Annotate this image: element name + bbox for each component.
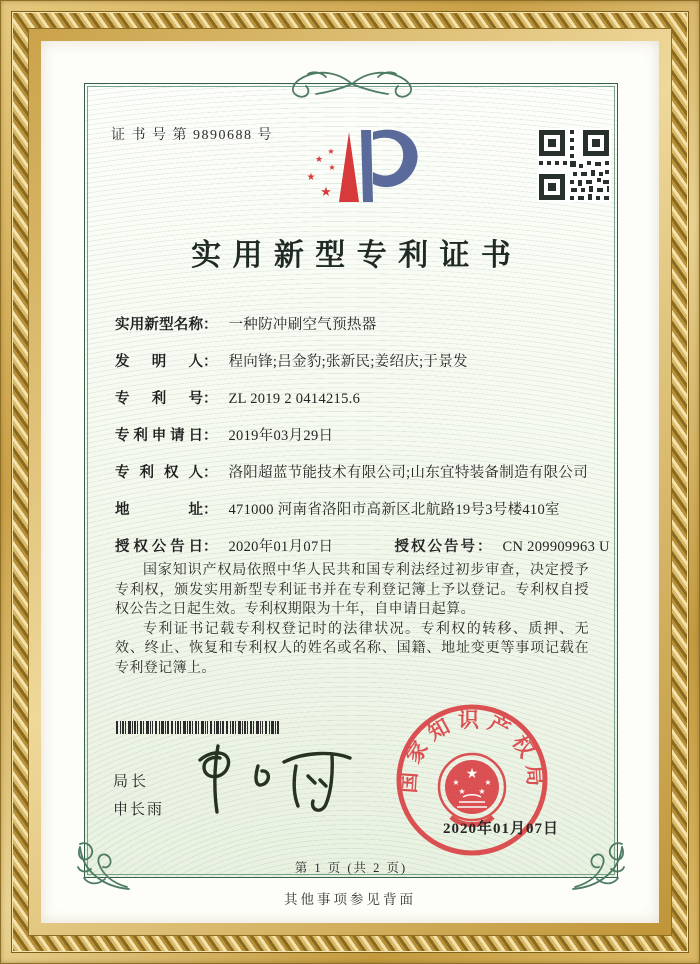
legal-paragraph-2: 专利证书记载专利权登记时的法律状况。专利权的转移、质押、无效、终止、恢复和专利权人的姓名或名称、国籍、地址变更等事项记载在专利登记簿上。 bbox=[115, 621, 589, 676]
gold-frame-rope-band bbox=[11, 11, 689, 953]
field-value: 洛阳超蓝节能技术有限公司;山东宜特装备制造有限公司 bbox=[228, 465, 589, 481]
field-value: 一种防冲刷空气预热器 bbox=[228, 317, 377, 333]
page-number: 第 1 页 (共 2 页) bbox=[294, 861, 408, 875]
patent-certificate bbox=[84, 83, 618, 878]
field-row-grant-date-and-number: 授权公告日： 2020年01月07日 授权公告号： CN 209909963 U bbox=[115, 539, 610, 555]
field-label: 专利申请日 bbox=[115, 428, 203, 444]
field-list bbox=[115, 315, 610, 574]
field-value: ZL 2019 2 0414215.6 bbox=[228, 391, 361, 407]
barcode bbox=[116, 721, 281, 734]
gold-frame-inner-band bbox=[28, 28, 672, 936]
certificate-mat bbox=[41, 41, 659, 923]
legal-paragraph-1: 国家知识产权局依照中华人民共和国专利法经过初步审查，决定授予专利权，颁发实用新型专利证书并在专利登记簿上予以登记。专利权自授权公告之日起生效。专利权期限为十年，自申请日起算。 bbox=[115, 563, 589, 618]
signer-name: 申长雨 bbox=[113, 801, 165, 818]
field-row-patentee: 专利权人： 洛阳超蓝节能技术有限公司;山东宜特装备制造有限公司 bbox=[115, 465, 589, 481]
field-value: 2020年01月07日 bbox=[228, 539, 334, 555]
signer-role: 局长 bbox=[113, 773, 150, 790]
field-row-filing-date: 专利申请日： 2019年03月29日 bbox=[115, 428, 334, 444]
svg-text:★: ★ bbox=[320, 185, 332, 200]
field-row-patent-number: 专利号： ZL 2019 2 0414215.6 bbox=[115, 391, 361, 407]
field-row-inventors: 发明人： 程向锋;吕金豹;张新民;姜绍庆;于景发 bbox=[115, 354, 468, 370]
grant-number-value: CN 209909963 U bbox=[502, 539, 610, 555]
cnipa-logo bbox=[297, 110, 433, 222]
field-label: 实用新型名称 bbox=[115, 317, 203, 333]
svg-text:★: ★ bbox=[478, 787, 486, 796]
seal-org-text: 国家知识产权局 bbox=[396, 708, 548, 794]
field-row-name: 实用新型名称： 一种防冲刷空气预热器 bbox=[115, 317, 377, 333]
svg-text:★: ★ bbox=[458, 787, 466, 796]
svg-text:★: ★ bbox=[306, 172, 316, 183]
svg-text:★: ★ bbox=[327, 147, 335, 156]
svg-text:★: ★ bbox=[484, 778, 492, 787]
field-value: 程向锋;吕金豹;张新民;姜绍庆;于景发 bbox=[228, 354, 468, 370]
certificate-number: 证 书 号 第 9890688 号 bbox=[111, 128, 273, 143]
field-value: 471000 河南省洛阳市高新区北航路19号3号楼410室 bbox=[228, 502, 560, 518]
svg-text:★: ★ bbox=[314, 155, 324, 165]
svg-text:★: ★ bbox=[465, 766, 479, 782]
qr-code bbox=[537, 128, 611, 202]
field-value: 2019年03月29日 bbox=[228, 428, 334, 444]
svg-text:★: ★ bbox=[328, 163, 336, 172]
field-label: 地址 bbox=[115, 502, 203, 518]
certificate-title: 实用新型专利证书 bbox=[191, 239, 523, 272]
legal-body bbox=[115, 561, 589, 679]
field-label: 发明人 bbox=[115, 354, 203, 370]
field-row-address: 地址： 471000 河南省洛阳市高新区北航路19号3号楼410室 bbox=[115, 502, 560, 518]
grant-number-label: 授权公告号 bbox=[394, 539, 477, 555]
field-label: 专利号 bbox=[115, 391, 203, 407]
field-label: 专利权人 bbox=[115, 465, 203, 481]
handwritten-signature bbox=[180, 736, 370, 821]
field-label: 授权公告日 bbox=[115, 539, 203, 555]
top-border-ornament bbox=[282, 67, 422, 101]
seal-date: 2020年01月07日 bbox=[442, 821, 559, 837]
svg-text:★: ★ bbox=[452, 778, 460, 787]
back-side-note: 其他事项参见背面 bbox=[284, 892, 416, 907]
